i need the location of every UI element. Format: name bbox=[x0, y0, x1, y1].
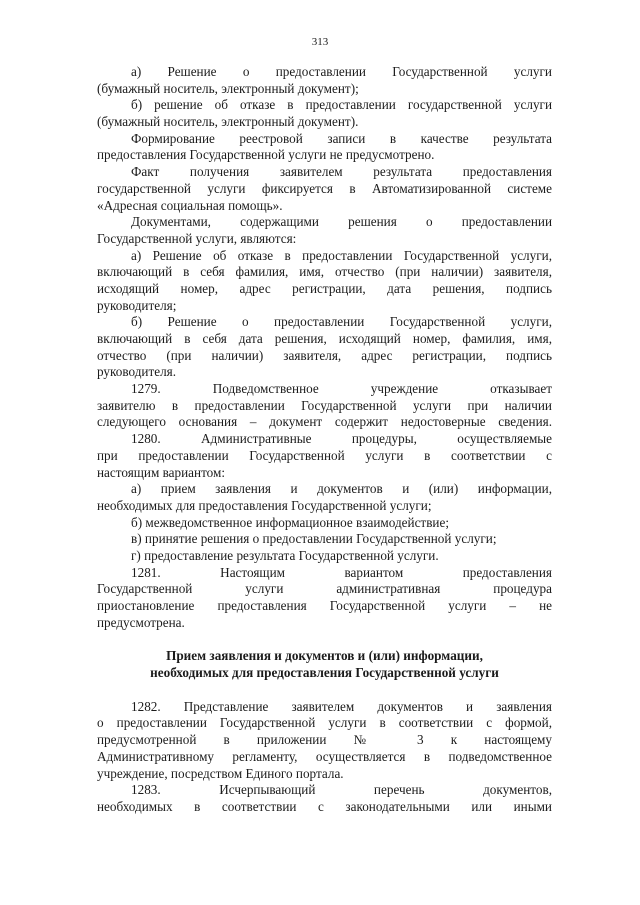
text-line: при предоставлении Государственной услуги в соответствии с bbox=[97, 447, 552, 463]
text-line: Факт получения заявителем результата предоставления bbox=[131, 164, 552, 180]
text-line: учреждение, посредством Единого портала. bbox=[97, 765, 344, 781]
document-body bbox=[97, 64, 552, 816]
text-line: необходимых в соответствии с законодательными или иными bbox=[97, 798, 552, 814]
text-line: Государственной услуги административная процедура bbox=[97, 581, 552, 597]
text-line: Формирование реестровой записи в качестве результата bbox=[131, 130, 552, 146]
text-line: отчество (при наличии) заявителя, адрес регистрации, подпись bbox=[97, 347, 552, 363]
text-line: 1282. Представление заявителем документов и заявления bbox=[131, 698, 552, 714]
text-line: Документами, содержащими решения о предоставлении bbox=[131, 214, 552, 230]
text-line: предусмотренной в приложении № 3 к настоящему bbox=[97, 732, 552, 748]
spacer bbox=[97, 631, 552, 648]
text-line: в) принятие решения о предоставлении Государственной услуги; bbox=[131, 531, 497, 547]
text-line: а) Решение о предоставлении Государственной услуги bbox=[131, 64, 552, 79]
text-line: 1281. Настоящим вариантом предоставления bbox=[131, 564, 552, 580]
text-line: приостановление предоставления Государственной услуги – не bbox=[97, 598, 552, 613]
text-line: включающий в себя фамилия, имя, отчество (при наличии) заявителя, bbox=[97, 264, 552, 280]
spacer bbox=[97, 682, 552, 699]
text-line: б) межведомственное информационное взаимодействие; bbox=[131, 514, 449, 530]
section-heading-line: Прием заявления и документов и (или) информации, bbox=[166, 648, 483, 664]
text-line: о предоставлении Государственной услуги в соответствии с формой, bbox=[97, 715, 552, 731]
text-line: настоящим вариантом: bbox=[97, 464, 226, 480]
text-line: Административному регламенту, осуществляется в подведомственное bbox=[97, 748, 552, 764]
page-number: 313 bbox=[311, 36, 329, 48]
text-line: 1279. Подведомственное учреждение отказывает bbox=[131, 381, 552, 397]
text-line: «Адресная социальная помощь». bbox=[97, 197, 283, 213]
text-line: руководителя; bbox=[97, 297, 177, 313]
text-line: руководителя. bbox=[97, 364, 177, 380]
text-line: а) прием заявления и документов и (или) информации, bbox=[131, 481, 552, 497]
text-line: (бумажный носитель, электронный документ). bbox=[97, 114, 359, 130]
text-line: заявителю в предоставлении Государственной услуги при наличии bbox=[97, 397, 552, 413]
text-line: необходимых для предоставления Государственной услуги; bbox=[97, 497, 432, 513]
section-heading-line: необходимых для предоставления Государственной услуги bbox=[150, 665, 499, 681]
text-line: б) решение об отказе в предоставлении государственной услуги bbox=[131, 97, 552, 113]
text-line: включающий в себя дата решения, исходящий номер, фамилия, имя, bbox=[97, 331, 552, 346]
text-line: исходящий номер, адрес регистрации, дата решения, подпись bbox=[97, 280, 552, 296]
text-line: а) Решение об отказе в предоставлении Государственной услуги, bbox=[131, 247, 552, 263]
text-line: государственной услуги фиксируется в Автоматизированной системе bbox=[97, 180, 552, 196]
text-line: 1280. Административные процедуры, осуществляемые bbox=[131, 431, 552, 447]
text-line: б) Решение о предоставлении Государственной услуги, bbox=[131, 314, 552, 330]
text-line: следующего основания – документ содержит недостоверные сведения. bbox=[97, 414, 552, 430]
text-line: (бумажный носитель, электронный документ); bbox=[97, 80, 359, 96]
text-line: Государственной услуги, являются: bbox=[97, 230, 297, 246]
text-line: г) предоставление результата Государственной услуги. bbox=[131, 547, 439, 563]
text-line: предусмотрена. bbox=[97, 614, 185, 630]
text-line: 1283. Исчерпывающий перечень документов, bbox=[131, 782, 552, 798]
text-line: предоставления Государственной услуги не предусмотрено. bbox=[97, 147, 435, 163]
